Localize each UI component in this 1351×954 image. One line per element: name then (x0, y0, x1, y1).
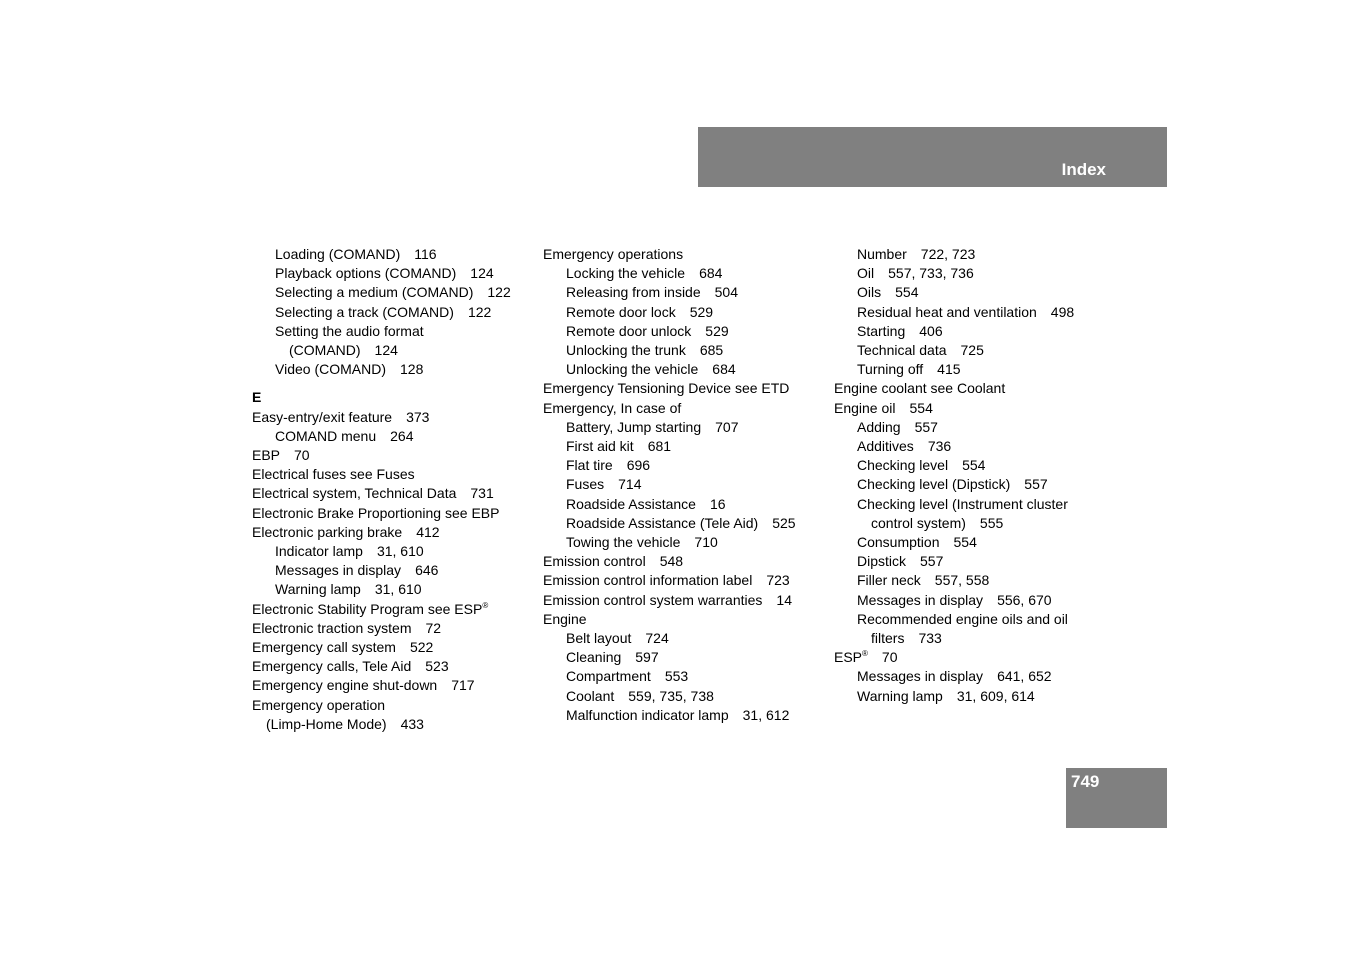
index-entry (834, 303, 1124, 322)
index-page-ref: 714 (618, 476, 642, 493)
index-page-ref: 641, 652 (997, 668, 1052, 685)
index-page-ref: 529 (705, 322, 729, 339)
index-entry (543, 379, 828, 398)
index-page-ref: 31, 612 (742, 706, 790, 723)
index-term: Locking the vehicle (566, 265, 686, 282)
index-entry (834, 552, 1124, 571)
index-term: Indicator lamp (275, 543, 363, 560)
index-term: Consumption (857, 534, 940, 551)
index-entry (252, 619, 537, 638)
index-term: Towing the vehicle (566, 534, 681, 551)
index-page-ref: 548 (659, 553, 684, 570)
index-term: control system) (871, 514, 966, 531)
index-page-ref: 557 (1024, 476, 1048, 493)
index-term: Roadside Assistance (Tele Aid) (566, 514, 759, 531)
index-page-ref: 31, 609, 614 (956, 687, 1035, 704)
index-page-ref: 523 (425, 658, 449, 675)
index-page-ref: 14 (776, 591, 792, 608)
index-term: EBP (252, 447, 281, 464)
index-term: Belt layout (566, 630, 632, 647)
index-term: Filler neck (857, 572, 921, 589)
index-entry (543, 341, 828, 360)
index-entry (834, 514, 1124, 533)
index-term: First aid kit (566, 438, 634, 455)
index-term: Engine (543, 610, 587, 627)
index-entry (543, 706, 828, 725)
index-page-ref: 406 (919, 322, 943, 339)
index-page-ref: 685 (699, 342, 724, 359)
index-page-ref: 707 (715, 418, 739, 435)
index-entry (252, 561, 537, 580)
index-page-ref: 525 (772, 514, 796, 531)
index-entry (543, 514, 828, 533)
index-entry (252, 283, 537, 302)
index-entry (543, 399, 828, 418)
index-page-ref: 415 (937, 361, 961, 378)
index-entry (543, 552, 828, 571)
index-term: Engine coolant see Coolant (834, 380, 1006, 397)
index-page-ref: 696 (626, 457, 651, 474)
index-entry (543, 610, 828, 629)
index-entry (834, 571, 1124, 590)
index-entry (543, 264, 828, 283)
index-page-ref: 557 (914, 418, 938, 435)
index-term: Emergency call system (252, 639, 396, 656)
index-entry (834, 437, 1124, 456)
index-entry (543, 303, 828, 322)
index-entry (834, 322, 1124, 341)
index-entry (543, 322, 828, 341)
registered-mark: ® (482, 600, 489, 610)
index-column-2 (543, 245, 828, 725)
index-term: Compartment (566, 668, 651, 685)
index-entry (543, 591, 828, 610)
index-term: Messages in display (857, 668, 984, 685)
index-term: Emergency Tensioning Device see ETD (543, 380, 790, 397)
index-page-ref: 723 (766, 572, 790, 589)
index-term: Selecting a track (COMAND) (275, 303, 454, 320)
index-page-ref: 646 (415, 562, 439, 579)
index-entry (834, 648, 1124, 667)
index-entry (834, 341, 1124, 360)
index-entry (543, 245, 828, 264)
index-entry (834, 264, 1124, 283)
index-term: Remote door lock (566, 303, 676, 320)
index-entry (543, 495, 828, 514)
index-entry (834, 379, 1124, 398)
index-entry (543, 360, 828, 379)
index-term: Engine oil (834, 399, 896, 416)
index-term: Emission control information label (543, 572, 753, 589)
index-page-ref: 556, 670 (997, 591, 1052, 608)
index-entry (543, 571, 828, 590)
index-term: Coolant (566, 687, 615, 704)
index-page-ref: 553 (664, 668, 689, 685)
index-page-ref: 554 (953, 534, 977, 551)
index-term: Checking level (Instrument cluster (857, 495, 1068, 512)
index-page-ref: 684 (712, 361, 736, 378)
index-page-ref: 722, 723 (920, 246, 976, 262)
index-term: Dipstick (857, 553, 907, 570)
page-number: 749 (1071, 772, 1100, 791)
index-page-ref: 264 (390, 427, 414, 444)
index-term: Number (857, 246, 907, 262)
index-page-ref: 681 (647, 438, 672, 455)
index-term: Starting (857, 322, 906, 339)
index-page-ref: 733 (918, 630, 942, 647)
index-entry (543, 667, 828, 686)
index-entry (834, 591, 1124, 610)
index-entry (543, 648, 828, 667)
index-page-ref: 557, 733, 736 (888, 265, 974, 282)
index-term: Playback options (COMAND) (275, 265, 457, 282)
index-term: Emission control (543, 553, 646, 570)
index-entry (252, 465, 537, 484)
index-entry (543, 629, 828, 648)
index-term: Unlocking the trunk (566, 342, 686, 359)
index-entry (252, 676, 537, 695)
index-entry (252, 715, 537, 734)
index-term: Checking level (857, 457, 949, 474)
index-term: Malfunction indicator lamp (566, 706, 729, 723)
index-page-ref: 70 (294, 447, 310, 464)
index-page-ref: 72 (425, 619, 442, 636)
index-entry (252, 504, 537, 523)
index-term: Warning lamp (275, 581, 361, 598)
index-page-ref: 124 (374, 342, 398, 359)
index-term: Electronic Brake Proportioning see EBP (252, 504, 500, 521)
index-page-ref: 122 (487, 284, 511, 301)
index-entry (543, 533, 828, 552)
index-term: Unlocking the vehicle (566, 361, 699, 378)
index-term: Additives (857, 438, 914, 455)
index-term: Cleaning (566, 649, 622, 666)
index-entry (252, 341, 537, 360)
index-term: Emergency engine shut-down (252, 677, 438, 694)
index-term: Flat tire (566, 457, 613, 474)
index-entry (252, 245, 537, 264)
index-term: Emergency, In case of (543, 399, 682, 416)
index-term: Oil (857, 265, 875, 282)
index-page-ref: 555 (979, 514, 1004, 531)
index-page-ref: 597 (635, 649, 659, 666)
index-term: Emergency operation (252, 696, 386, 713)
index-entry (252, 600, 537, 619)
index-page-ref: 70 (881, 649, 898, 666)
index-entry (252, 484, 537, 503)
index-page-ref: 725 (960, 342, 984, 359)
index-entry (834, 495, 1124, 514)
index-entry (252, 542, 537, 561)
index-page-ref: 554 (895, 284, 919, 301)
index-term: Adding (857, 418, 901, 435)
index-term: Roadside Assistance (566, 495, 696, 512)
index-entry (543, 418, 828, 437)
index-term: ESP (834, 649, 863, 666)
index-entry (834, 475, 1124, 494)
index-entry (252, 638, 537, 657)
index-entry (252, 322, 537, 341)
index-page-ref: 412 (416, 523, 440, 540)
index-term: COMAND menu (275, 427, 377, 444)
index-entry (252, 360, 537, 379)
index-term: Electronic traction system (252, 619, 412, 636)
index-page-ref: 16 (709, 495, 726, 512)
index-page-ref: 554 (962, 457, 986, 474)
index-term: E (252, 389, 262, 406)
index-page-ref: 710 (694, 534, 718, 551)
index-term: (Limp-Home Mode) (266, 715, 387, 732)
index-term: Turning off (857, 361, 924, 378)
index-page-ref: 122 (467, 303, 492, 320)
index-term: Warning lamp (857, 687, 943, 704)
index-term: Emergency operations (543, 246, 684, 262)
index-entry (834, 418, 1124, 437)
index-column-3 (834, 245, 1124, 706)
index-page-ref: 717 (451, 677, 475, 694)
index-term: Electronic parking brake (252, 523, 403, 540)
index-page-ref: 498 (1050, 303, 1075, 320)
index-page-ref: 124 (470, 265, 494, 282)
index-entry (834, 687, 1124, 706)
index-entry (252, 264, 537, 283)
index-page-ref: 433 (400, 715, 424, 732)
page-number-box (1066, 768, 1167, 828)
index-term: Fuses (566, 476, 605, 493)
index-page-ref: 554 (909, 399, 933, 416)
index-term: Emergency calls, Tele Aid (252, 658, 412, 675)
index-term: Video (COMAND) (275, 361, 386, 378)
index-term: Electrical fuses see Fuses (252, 466, 415, 483)
index-term: Recommended engine oils and oil (857, 610, 1068, 627)
index-term: Easy-entry/exit feature (252, 408, 393, 425)
index-term: Battery, Jump starting (566, 418, 702, 435)
index-page-ref: 504 (714, 284, 738, 301)
index-page-ref: 31, 610 (374, 581, 422, 598)
index-page-ref: 684 (699, 265, 723, 282)
index-entry (834, 456, 1124, 475)
index-entry (252, 657, 537, 676)
index-term: Technical data (857, 342, 947, 359)
index-term: Releasing from inside (566, 284, 701, 301)
index-term: Remote door unlock (566, 322, 692, 339)
index-entry (252, 427, 537, 446)
index-entry (834, 629, 1124, 648)
index-page-ref: 724 (645, 630, 669, 647)
index-entry (834, 667, 1124, 686)
index-entry (543, 283, 828, 302)
index-term: Messages in display (857, 591, 984, 608)
index-entry (252, 408, 537, 427)
header-bar (698, 127, 1167, 187)
index-page-ref: 116 (414, 246, 437, 262)
index-column-1 (252, 245, 537, 734)
index-entry (834, 533, 1124, 552)
index-page-ref: 128 (400, 361, 424, 378)
index-term: Oils (857, 284, 882, 301)
registered-mark: ® (862, 649, 868, 659)
index-term: Electrical system, Technical Data (252, 485, 457, 502)
index-page-ref: 31, 610 (376, 543, 424, 560)
index-term: Loading (COMAND) (275, 246, 401, 262)
index-page-ref: 373 (406, 408, 430, 425)
index-entry (543, 437, 828, 456)
index-entry (834, 360, 1124, 379)
index-term: (COMAND) (289, 342, 361, 359)
index-entry (252, 523, 537, 542)
index-term: Checking level (Dipstick) (857, 476, 1011, 493)
index-entry (252, 446, 537, 465)
index-entry (834, 610, 1124, 629)
index-entry (834, 399, 1124, 418)
index-page-ref: 559, 735, 738 (628, 687, 714, 704)
index-entry (543, 687, 828, 706)
index-section-letter (252, 388, 537, 407)
index-entry (834, 245, 1124, 264)
index-term: filters (871, 630, 905, 647)
index-entry (252, 303, 537, 322)
index-term: Electronic Stability Program see ESP (252, 600, 483, 617)
index-entry (543, 475, 828, 494)
index-page-ref: 557, 558 (934, 572, 990, 589)
index-term: Selecting a medium (COMAND) (275, 284, 474, 301)
index-entry (252, 696, 537, 715)
index-entry (543, 456, 828, 475)
index-term: Residual heat and ventilation (857, 303, 1037, 320)
index-term: Emission control system warranties (543, 591, 763, 608)
index-entry (252, 580, 537, 599)
index-page-ref: 522 (409, 639, 434, 656)
index-term: Messages in display (275, 562, 402, 579)
index-page-ref: 529 (689, 303, 714, 320)
index-page-ref: 731 (470, 485, 494, 502)
page-title: Index (1061, 160, 1106, 179)
index-term: Setting the audio format (275, 322, 424, 339)
index-page-ref: 736 (927, 438, 952, 455)
index-entry (834, 283, 1124, 302)
index-page-ref: 557 (920, 553, 944, 570)
